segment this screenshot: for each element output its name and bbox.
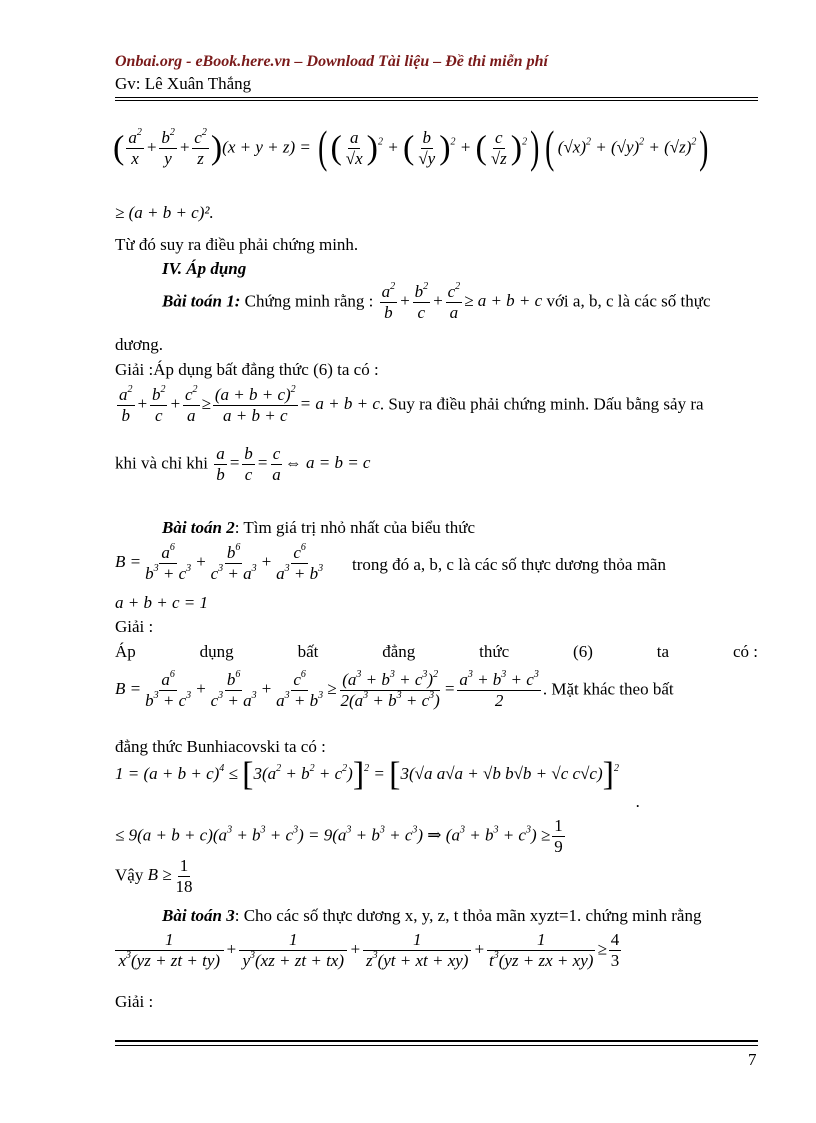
- problem-1-solution-eq: $\frac{a^2}{b}$ + $\frac{b^2}{c}$ + $\frac{c^2}{a}$ ≥ $\frac{(a + b + c)^2}{a + b + c}$ = a + b + c. Suy ra điều phải chứng minh. Dấu bằng sảy ra: [119, 384, 704, 425]
- problem-1-prefix: Chứng minh rằng :: [244, 291, 374, 311]
- apply-word: (6): [573, 642, 593, 661]
- problem-1-suffix: với a, b, c là các số thực: [546, 291, 711, 311]
- apply-word: ta: [656, 642, 670, 661]
- problem-2-result: Vậy B ≥ $\frac{1}{18}$: [115, 856, 193, 896]
- apply-word: thức: [479, 642, 510, 661]
- problem-1-equality-label: khi và chỉ khi: [115, 453, 209, 473]
- conclusion-text: Từ đó suy ra điều phải chứng minh.: [115, 235, 359, 254]
- page-number: 7: [748, 1050, 757, 1069]
- problem-1-label: Bài toán 1:: [162, 291, 241, 311]
- problem-2-other: . Mặt khác theo bất: [542, 679, 674, 699]
- problem-2-expression: B = $\frac{a^6}{b^3 + c^3}$ + $\frac{b^6}{c^3 + a^3}$ + $\frac{c^6}{a^3 + b^3}$ trong đó a, b, c là các số thực dương thỏa mãn: [115, 542, 666, 583]
- equation-cauchy-schwarz: ( $\frac{a^2}{x}$ + $\frac{b^2}{y}$ + $\frac{c^2}{z}$ )(x + y + z) = (( $\frac{a}{√x}$ )$^2$ + ( $\frac{b}{√y}$ )$^2$ + ( $\frac{c}{√z}$ )$^2$) ( $(√x)^2 + (√y)^2 + (√z)^2$): [113, 121, 709, 173]
- problem-2-apply-line: [115, 642, 758, 662]
- problem-2-solution-eq: B = $\frac{a^6}{b^3 + c^3}$ + $\frac{b^6}{c^3 + a^3}$ + $\frac{c^6}{a^3 + b^3}$ ≥ $\frac{(a^3 + b^3 + c^3)^2}{2(a^3 + b^3 + c^3)}$ = $\frac{a^3 + b^3 + c^3}{2}$ . Mặt khác theo bất: [115, 669, 674, 710]
- problem-2-statement: [162, 518, 475, 538]
- problem-1-cont: dương.: [115, 335, 163, 354]
- problem-3-text: : Cho các số thực dương x, y, z, t thỏa mãn xyzt=1. chứng minh rằng: [234, 906, 702, 925]
- problem-3-inequality: $\frac{1}{x^3(yz + zt + ty)}$ + $\frac{1}{y^3(xz + zt + tx)}$ + $\frac{1}{z^3(yt + xt + xy)}$ + $\frac{1}{t^3(yz + zx + xy)}$ ≥ $\frac{4}{3}$: [113, 930, 623, 971]
- problem-3-statement: [162, 906, 701, 926]
- problem-2-label: Bài toán 2: [162, 518, 235, 537]
- problem-2-text: : Tìm giá trị nhỏ nhất của biểu thức: [234, 518, 475, 537]
- header-rule: [115, 97, 758, 101]
- equation-tail: ≥ (a + b + c)².: [115, 203, 214, 222]
- apply-word: Áp: [115, 642, 136, 661]
- problem-2-bunhia: đẳng thức Bunhiacovski ta có :: [115, 737, 326, 756]
- problem-2-bunhia-eq-2: ≤ $9(a + b + c)(a^3 + b^3 + c^3) = 9(a^3 + b^3 + c^3)$ ⇒ $(a^3 + b^3 + c^3)$ ≥ $\frac{1}{9}$: [115, 816, 563, 856]
- problem-1-equality: khi và chỉ khi $\frac{a}{b}$ = $\frac{b}{c}$ = $\frac{c}{a}$ ⇔ a = b = c: [115, 444, 371, 484]
- problem-2-result-prefix: Vậy: [115, 865, 144, 885]
- problem-2-sum: a + b + c = 1: [115, 593, 208, 612]
- problem-3-label: Bài toán 3: [162, 906, 235, 925]
- problem-1-solution-tail: . Suy ra điều phải chứng minh. Dấu bằng sảy ra: [379, 394, 704, 414]
- apply-word: có :: [732, 642, 758, 661]
- header-site-line: Onbai.org - eBook.here.vn – Download Tài liệu – Đề thi miễn phí: [115, 53, 548, 70]
- footer-rule: [115, 1040, 758, 1046]
- apply-word: đẳng: [382, 642, 416, 661]
- problem-1-solution-intro: Giải :Áp dụng bất đẳng thức (6) ta có :: [115, 360, 379, 379]
- apply-word: dụng: [199, 642, 234, 661]
- problem-2-bunhia-eq-1: $1 = (a + b + c)^4 \le [3(a^2 + b^2 + c^2)]^2 = [3(√a$ a√a + √b b√b + √c c√c)]$^2$ .: [115, 756, 641, 811]
- header-author: Gv: Lê Xuân Thắng: [115, 74, 252, 93]
- problem-2-condition: trong đó a, b, c là các số thực dương thỏa mãn: [352, 555, 666, 574]
- section-title: IV. Áp dụng: [162, 259, 247, 278]
- problem-2-solution-label: Giải :: [115, 617, 154, 636]
- problem-3-solution-label: Giải :: [115, 992, 154, 1011]
- apply-word: bất: [297, 642, 319, 661]
- problem-1-statement: Bài toán 1: Chứng minh rằng : $\frac{a^2}{b}$ + $\frac{b^2}{c}$ + $\frac{c^2}{a}$ ≥ a + b + c với a, b, c là các số thực: [162, 281, 711, 322]
